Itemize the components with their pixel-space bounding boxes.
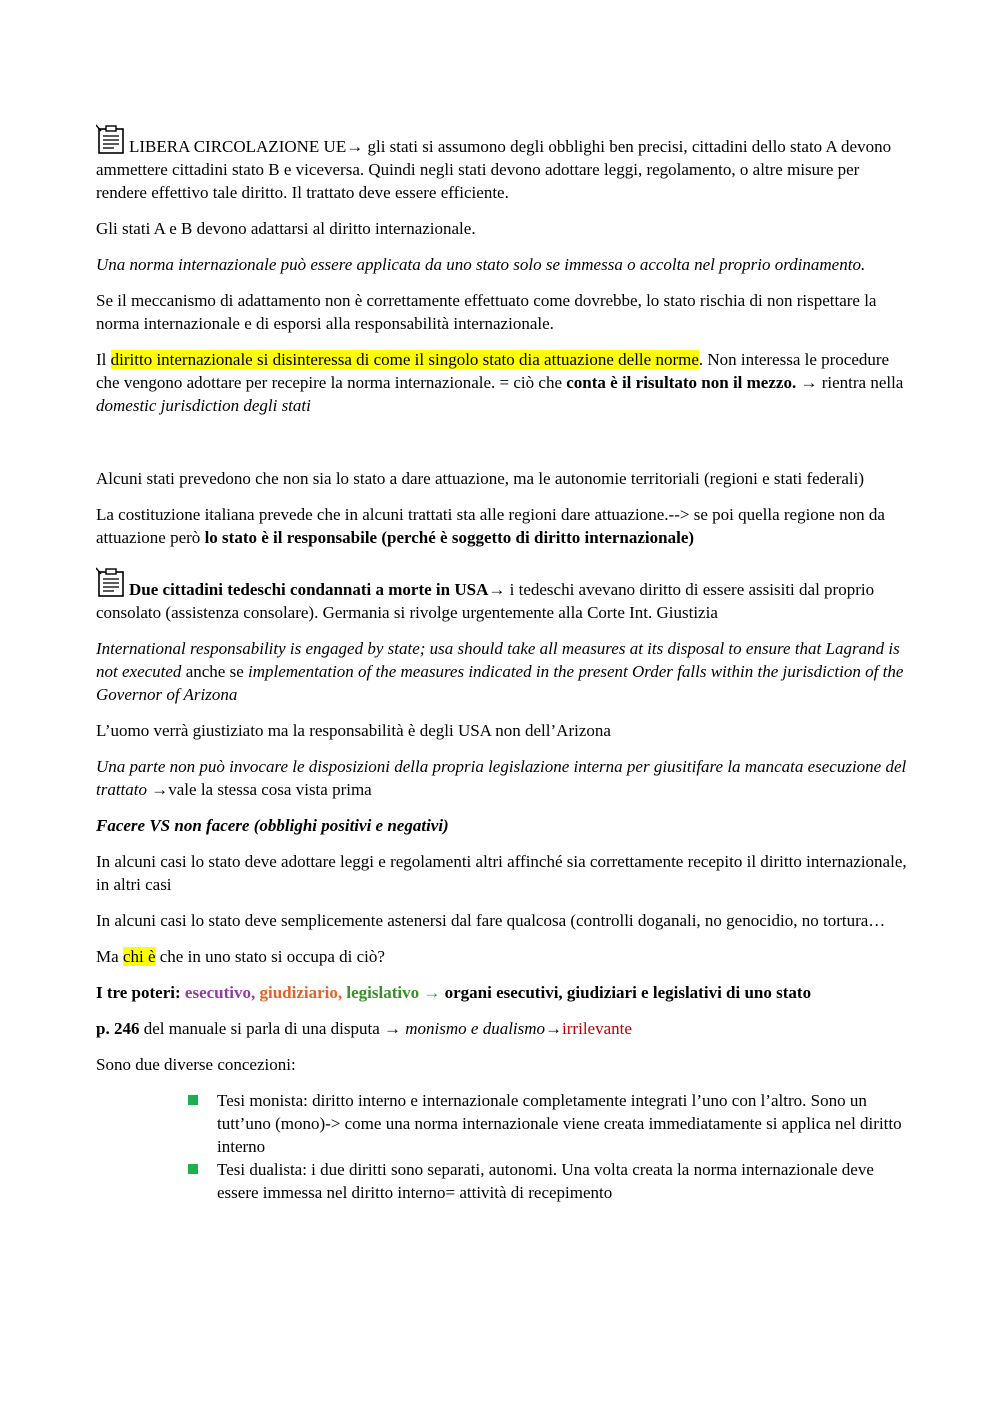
- arrow-right-icon: →: [545, 1019, 563, 1038]
- list-item: Tesi monista: diritto interno e internazionale completamente integrati l’uno con l’altro. Sono un tutt’uno (mono)-> come una norma internazionale viene creata immediatamente si applica nel diritto interno: [186, 1089, 908, 1158]
- paragraph-text: gli stati si assumono degli obblighi ben precisi, cittadini dello stato A devono ammettere cittadini stato B e viceversa. Quindi negli stati devono adottare leggi, regolamento, o altre misure per rendere effettivo tale diritto. Il trattato deve essere efficiente.: [96, 137, 892, 202]
- paragraph-giustiziato: L’uomo verrà giustiziato ma la responsabilità è degli USA non dell’Arizona: [96, 721, 611, 740]
- paragraph-adottare-leggi: In alcuni casi lo stato deve adottare leggi e regolamenti altri affinché sia correttamente recepito il diritto internazionale, in altri casi: [96, 852, 907, 894]
- empty-line: [96, 430, 908, 467]
- clipboard-note-icon: [96, 124, 128, 156]
- paragraph-astenersi: In alcuni casi lo stato deve semplicemente astenersi dal fare qualcosa (controlli doganali, no genocidio, no tortura…: [96, 911, 886, 930]
- paragraph-manuale: p. 246 del manuale si parla di una disputa → monismo e dualismo→irrilevante: [96, 1019, 632, 1038]
- paragraph-international-responsability: International responsability is engaged by state; usa should take all measures at its disposal to ensure that Lagrand is not executed anche se implementation of the measures indicated in the present Order falls within the jurisdiction of the Governor of Arizona: [96, 639, 904, 704]
- arrow-right-icon: →: [384, 1019, 402, 1038]
- square-bullet-icon: [188, 1095, 198, 1105]
- paragraph-chi-e: Ma chi è che in uno stato si occupa di ciò?: [96, 947, 385, 966]
- arrow-right-icon: →: [796, 373, 818, 392]
- paragraph-concezioni: Sono due diverse concezioni:: [96, 1055, 296, 1074]
- paragraph-autonomie: Alcuni stati prevedono che non sia lo stato a dare attuazione, ma le autonomie territoriali (regioni e stati federali): [96, 469, 865, 488]
- paragraph-disposizioni: Una parte non può invocare le disposizioni della propria legislazione interna per giusitifare la mancata esecuzione del trattato →vale la stessa cosa vista prima: [96, 757, 907, 799]
- paragraph-disinteressa: Il diritto internazionale si disinteressa di come il singolo stato dia attuazione delle norme. Non interessa le procedure che vengono adottare per recepire la norma internazionale. = ciò che conta è il risultato non il mezzo. → rientra nella domestic jurisdiction degli stati: [96, 350, 904, 415]
- heading-libera-circolazione: LIBERA CIRCOLAZIONE UE: [129, 137, 347, 156]
- clipboard-note-icon: [96, 567, 128, 599]
- arrow-right-icon: →: [346, 137, 364, 156]
- list-item: Tesi dualista: i due diritti sono separati, autonomi. Una volta creata la norma internazionale deve essere immessa nel diritto interno= attività di recepimento: [186, 1158, 908, 1204]
- square-bullet-icon: [188, 1164, 198, 1174]
- arrow-right-icon: →: [488, 580, 506, 599]
- arrow-right-icon: →: [147, 780, 169, 799]
- bullet-list: [96, 1089, 908, 1204]
- paragraph-meccanismo: Se il meccanismo di adattamento non è correttamente effettuato come dovrebbe, lo stato rischia di non rispettare la norma internazionale e di esporsi alla responsabilità internazionale.: [96, 291, 877, 333]
- paragraph-cittadini-tedeschi: Due cittadini tedeschi condannati a morte in USA→ i tedeschi avevano diritto di essere assisiti dal proprio consolato (assistenza consolare). Germania si rivolge urgentemente alla Corte Int. Giustizia: [96, 567, 908, 624]
- highlight-text: diritto internazionale si disinteressa di come il singolo stato dia attuazione delle norme: [110, 350, 699, 369]
- document-page: [96, 120, 908, 1204]
- paragraph-adattarsi: Gli stati A e B devono adattarsi al diritto internazionale.: [96, 219, 476, 238]
- paragraph-costituzione: La costituzione italiana prevede che in alcuni trattati sta alle regioni dare attuazione.--> se poi quella regione non da attuazione però lo stato è il responsabile (perché è soggetto di diritto internazionale): [96, 505, 885, 547]
- paragraph-norma-italic: Una norma internazionale può essere applicata da uno stato solo se immessa o accolta nel proprio ordinamento.: [96, 255, 866, 274]
- heading-facere: Facere VS non facere (obblighi positivi e negativi): [96, 816, 449, 835]
- arrow-right-icon: →: [419, 983, 441, 1002]
- heading-cittadini-tedeschi: Due cittadini tedeschi condannati a morte in USA: [129, 580, 489, 599]
- paragraph-tre-poteri: I tre poteri: esecutivo, giudiziario, legislativo → organi esecutivi, giudiziari e legislativi di uno stato: [96, 983, 812, 1002]
- paragraph-libera-circolazione: [96, 124, 908, 204]
- highlight-text: chi è: [122, 947, 156, 966]
